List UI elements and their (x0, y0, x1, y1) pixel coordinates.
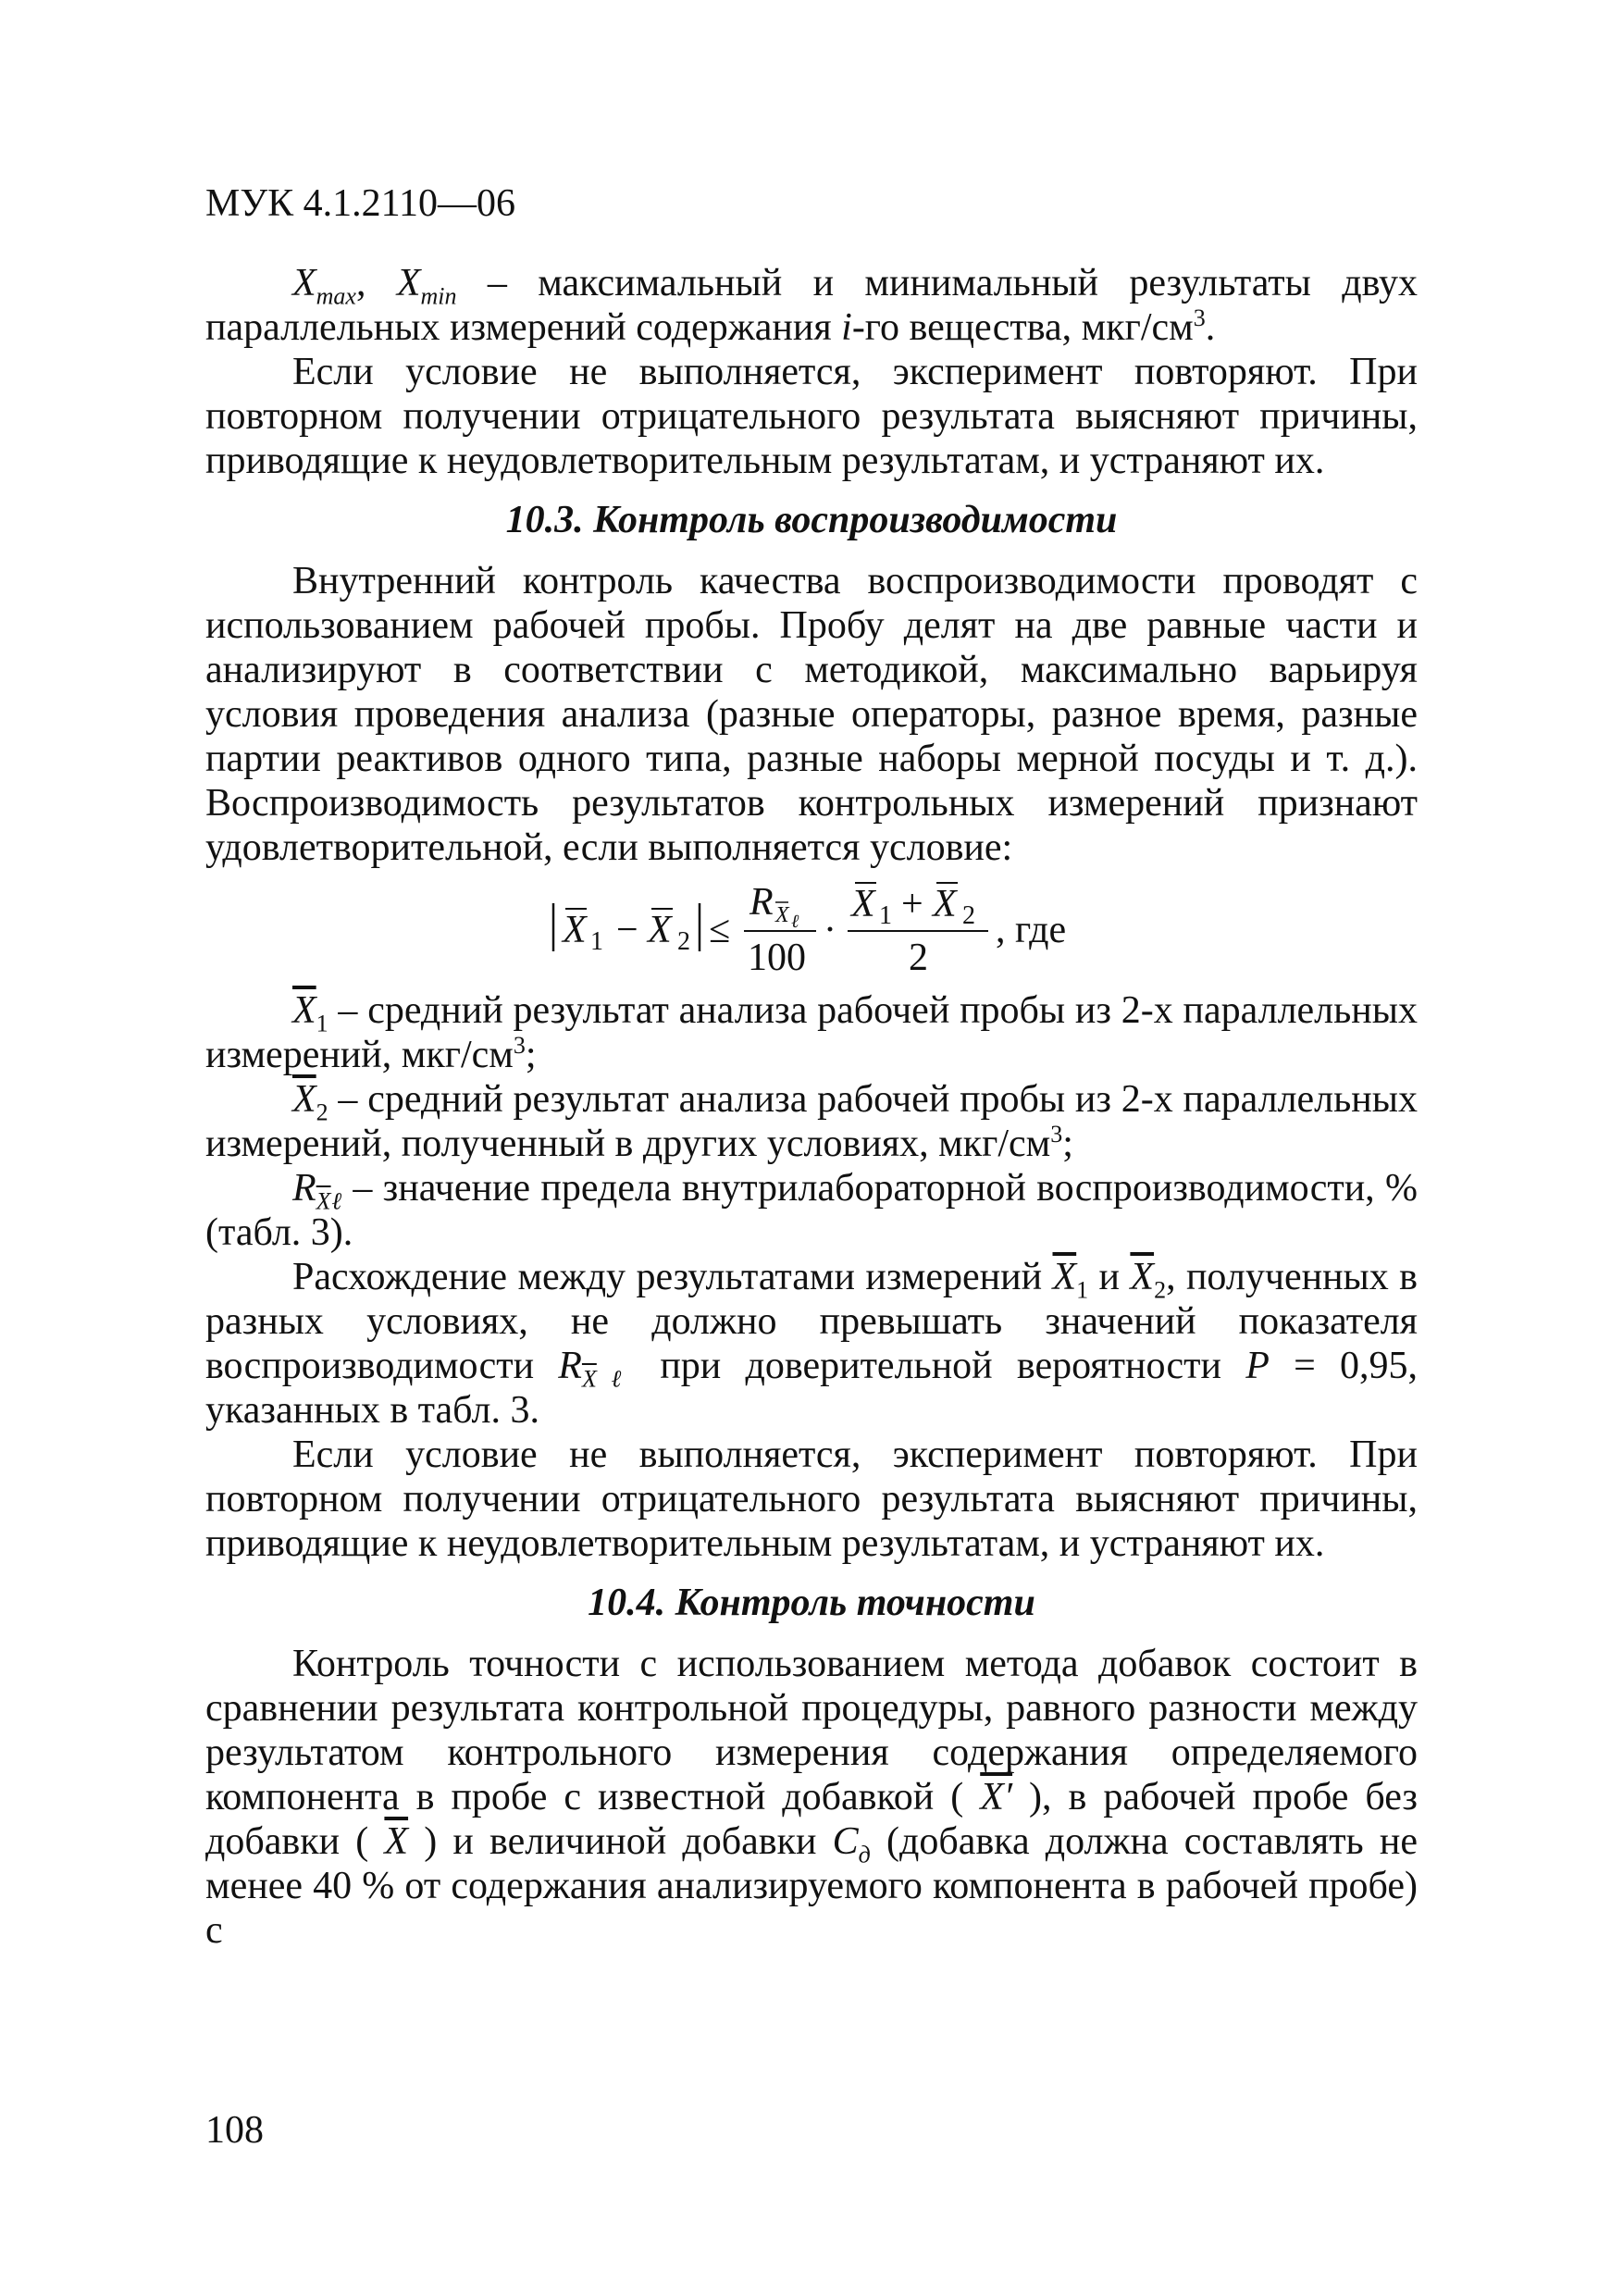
paragraph-repeat-2: Если условие не выполняется, эксперимент повторяют. При повторном получении отрицательного результата выясняют причины, приводящие к неудовлетворительным результатам, и устраняют их. (205, 1433, 1418, 1565)
svg-text:ℓ: ℓ (791, 912, 799, 932)
paragraph-accuracy: Контроль точности с использованием метода добавок состоит в сравнении результата контрольной процедуры, равного разности между результатом контрольного измерения содержания определяемого компонента в пробе с известной добавкой ( X′ ), в рабочей пробе без добавки ( $\overline{X}$ ) и величиной добавки $C_д$ (добавка должна составлять не менее 40 % от содержания анализируемого компонента в рабочей пробе) с (205, 1643, 1418, 1952)
reproducibility-formula (205, 875, 1418, 979)
paragraph-discrepancy: Расхождение между результатами измерений $\overline{X}_1$ и $\overline{X}_2$, полученных в разных условиях, не должно превышать значений показателя воспроизводимости $R_{\overline{X}\ell}$ при доверительной вероятности P = 0,95, указанных в табл. 3. (205, 1256, 1418, 1432)
body-text (205, 261, 1418, 1953)
document-code-header: МУК 4.1.2110—06 (205, 182, 516, 225)
svg-text:X: X (851, 883, 875, 925)
section-heading-10-4: 10.4. Контроль точности (588, 1582, 1035, 1624)
formula-x2: X (648, 909, 672, 951)
svg-text:≤: ≤ (709, 909, 731, 951)
section-heading-10-3: 10.3. Контроль воспроизводимости (505, 499, 1118, 541)
svg-text:R: R (750, 881, 774, 924)
paragraph-xmax-xmin: $X_{max}$, $X_{min}$ – максимальный и минимальный результаты двух параллельных измерений содержания i-го вещества, мкг/$см^3$. (205, 262, 1419, 349)
definition-r: $R_{\overline{X}\ell}$ – значение предела внутрилабораторной воспроизводимости, % (табл. 3). (205, 1167, 1418, 1254)
svg-text:100: 100 (748, 937, 806, 979)
formula-x1: X (563, 909, 587, 951)
svg-text:2: 2 (677, 927, 690, 956)
paragraph-reproducibility: Внутренний контроль качества воспроизводимости проводят с использованием рабочей пробы. Пробу делят на две равные части и анализируют в соответствии с методикой, максимально варьируя условия проведения анализа (разные операторы, разное время, разные партии реактивов одного типа, разные наборы мерной посуды и т. д.). Воспроизводимость результатов контрольных измерений признают удовлетворительной, если выполняется условие: (205, 560, 1418, 869)
page-number: 108 (205, 2109, 264, 2152)
definition-x2: $\overline{X}_2$ – средний результат анализа рабочей пробы из 2-х параллельных измерений, полученный в других условиях, мкг/$см^3$; (205, 1078, 1418, 1165)
svg-text:·: · (824, 909, 836, 951)
svg-text:X: X (775, 903, 789, 927)
formula-where: , где (996, 909, 1067, 951)
svg-text:1: 1 (590, 927, 603, 956)
svg-text:−: − (616, 909, 638, 951)
svg-text:2: 2 (909, 937, 928, 979)
svg-text:X: X (933, 883, 957, 925)
svg-text:1: 1 (879, 901, 892, 930)
formula-svg (550, 875, 1123, 979)
paragraph-repeat-1: Если условие не выполняется, эксперимент повторяют. При повторном получении отрицательного результата выясняют причины, приводящие к неудовлетворительным результатам, и устраняют их. (205, 351, 1418, 482)
svg-text:+: + (901, 883, 923, 925)
definition-x1: $\overline{X}_1$ – средний результат анализа рабочей пробы из 2-х параллельных измерений, мкг/$см^3$; (205, 989, 1418, 1076)
svg-text:2: 2 (962, 901, 975, 930)
